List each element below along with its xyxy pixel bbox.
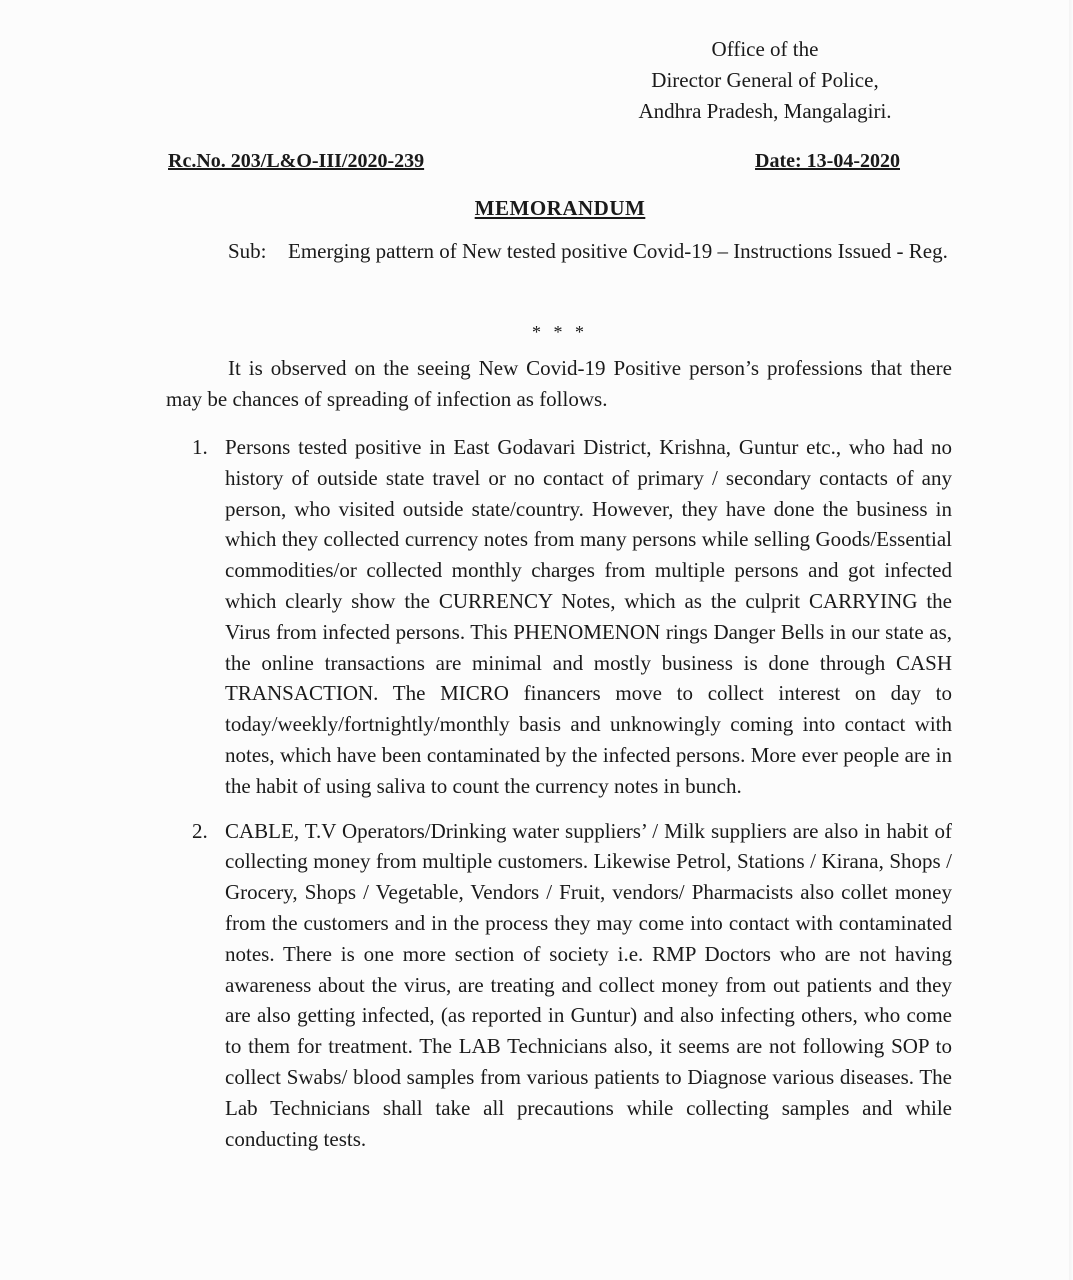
- list-item: [192, 816, 952, 1155]
- point-number: 1.: [192, 435, 208, 459]
- point-text: Persons tested positive in East Godavari District, Krishna, Guntur etc., who had no history of outside state travel or no contact of primary / secondary contacts of any person, who visited outside state/country. However, they have done the business in which they collected currency notes from many persons while selling Goods/Essential commodities/or collected monthly charges from multiple persons and got infected which clearly show the CURRENCY Notes, which as the culprit CARRYING the Virus from infected persons. This PHENOMENON rings Danger Bells in our state as, the online transactions are minimal and mostly business is done through CASH TRANSACTION. The MICRO financers move to collect interest on day to today/weekly/fortnightly/monthly basis and unknowingly coming into contact with notes, which have been contaminated by the infected persons. More ever people are in the habit of using saliva to count the currency notes in bunch.: [225, 435, 952, 798]
- intro-paragraph: It is observed on the seeing New Covid-19 Positive person’s professions that there may be chances of spreading of infection as follows.: [166, 356, 952, 411]
- subject-text: Emerging pattern of New tested positive Covid-19 – Instructions Issued - Reg.: [288, 239, 948, 263]
- office-line-3: Andhra Pradesh, Mangalagiri.: [638, 99, 892, 123]
- points-list: [192, 432, 952, 1168]
- list-item: [192, 432, 952, 802]
- point-number: 2.: [192, 818, 208, 843]
- reference-line: [168, 150, 900, 173]
- page-edge-shadow: [1069, 0, 1073, 1280]
- office-line-2: Director General of Police,: [651, 68, 879, 92]
- subject-block: [228, 236, 952, 267]
- section-separator: * * *: [532, 322, 588, 342]
- memo-title: MEMORANDUM: [474, 196, 646, 220]
- office-address: [600, 34, 930, 127]
- point-text: CABLE, T.V Operators/Drinking water suppliers’ / Milk suppliers are also in habit of collecting money from multiple customers. Likewise Petrol, Stations / Kirana, Shops / Grocery, Shops / Vegetable, Vendors / Fruit, vendors/ Pharmacists also collet money from the customers and in the process they may come into contact with contaminated notes. There is one more section of society i.e. RMP Doctors who are not having awareness about the virus, are treating and collect money from out patients and they are also getting infected, (as reported in Guntur) and also infecting others, who come to them for treatment. The LAB Technicians also, it seems are not following SOP to collect Swabs/ blood samples from various patients to Diagnose various diseases. The Lab Technicians shall take all precautions while collecting samples and while conducting tests.: [225, 818, 952, 1151]
- office-line-1: Office of the: [711, 37, 819, 61]
- subject-label: Sub:: [228, 239, 267, 263]
- reference-number: Rc.No. 203/L&O-III/2020-239: [168, 150, 425, 172]
- memo-date: Date: 13-04-2020: [755, 150, 900, 172]
